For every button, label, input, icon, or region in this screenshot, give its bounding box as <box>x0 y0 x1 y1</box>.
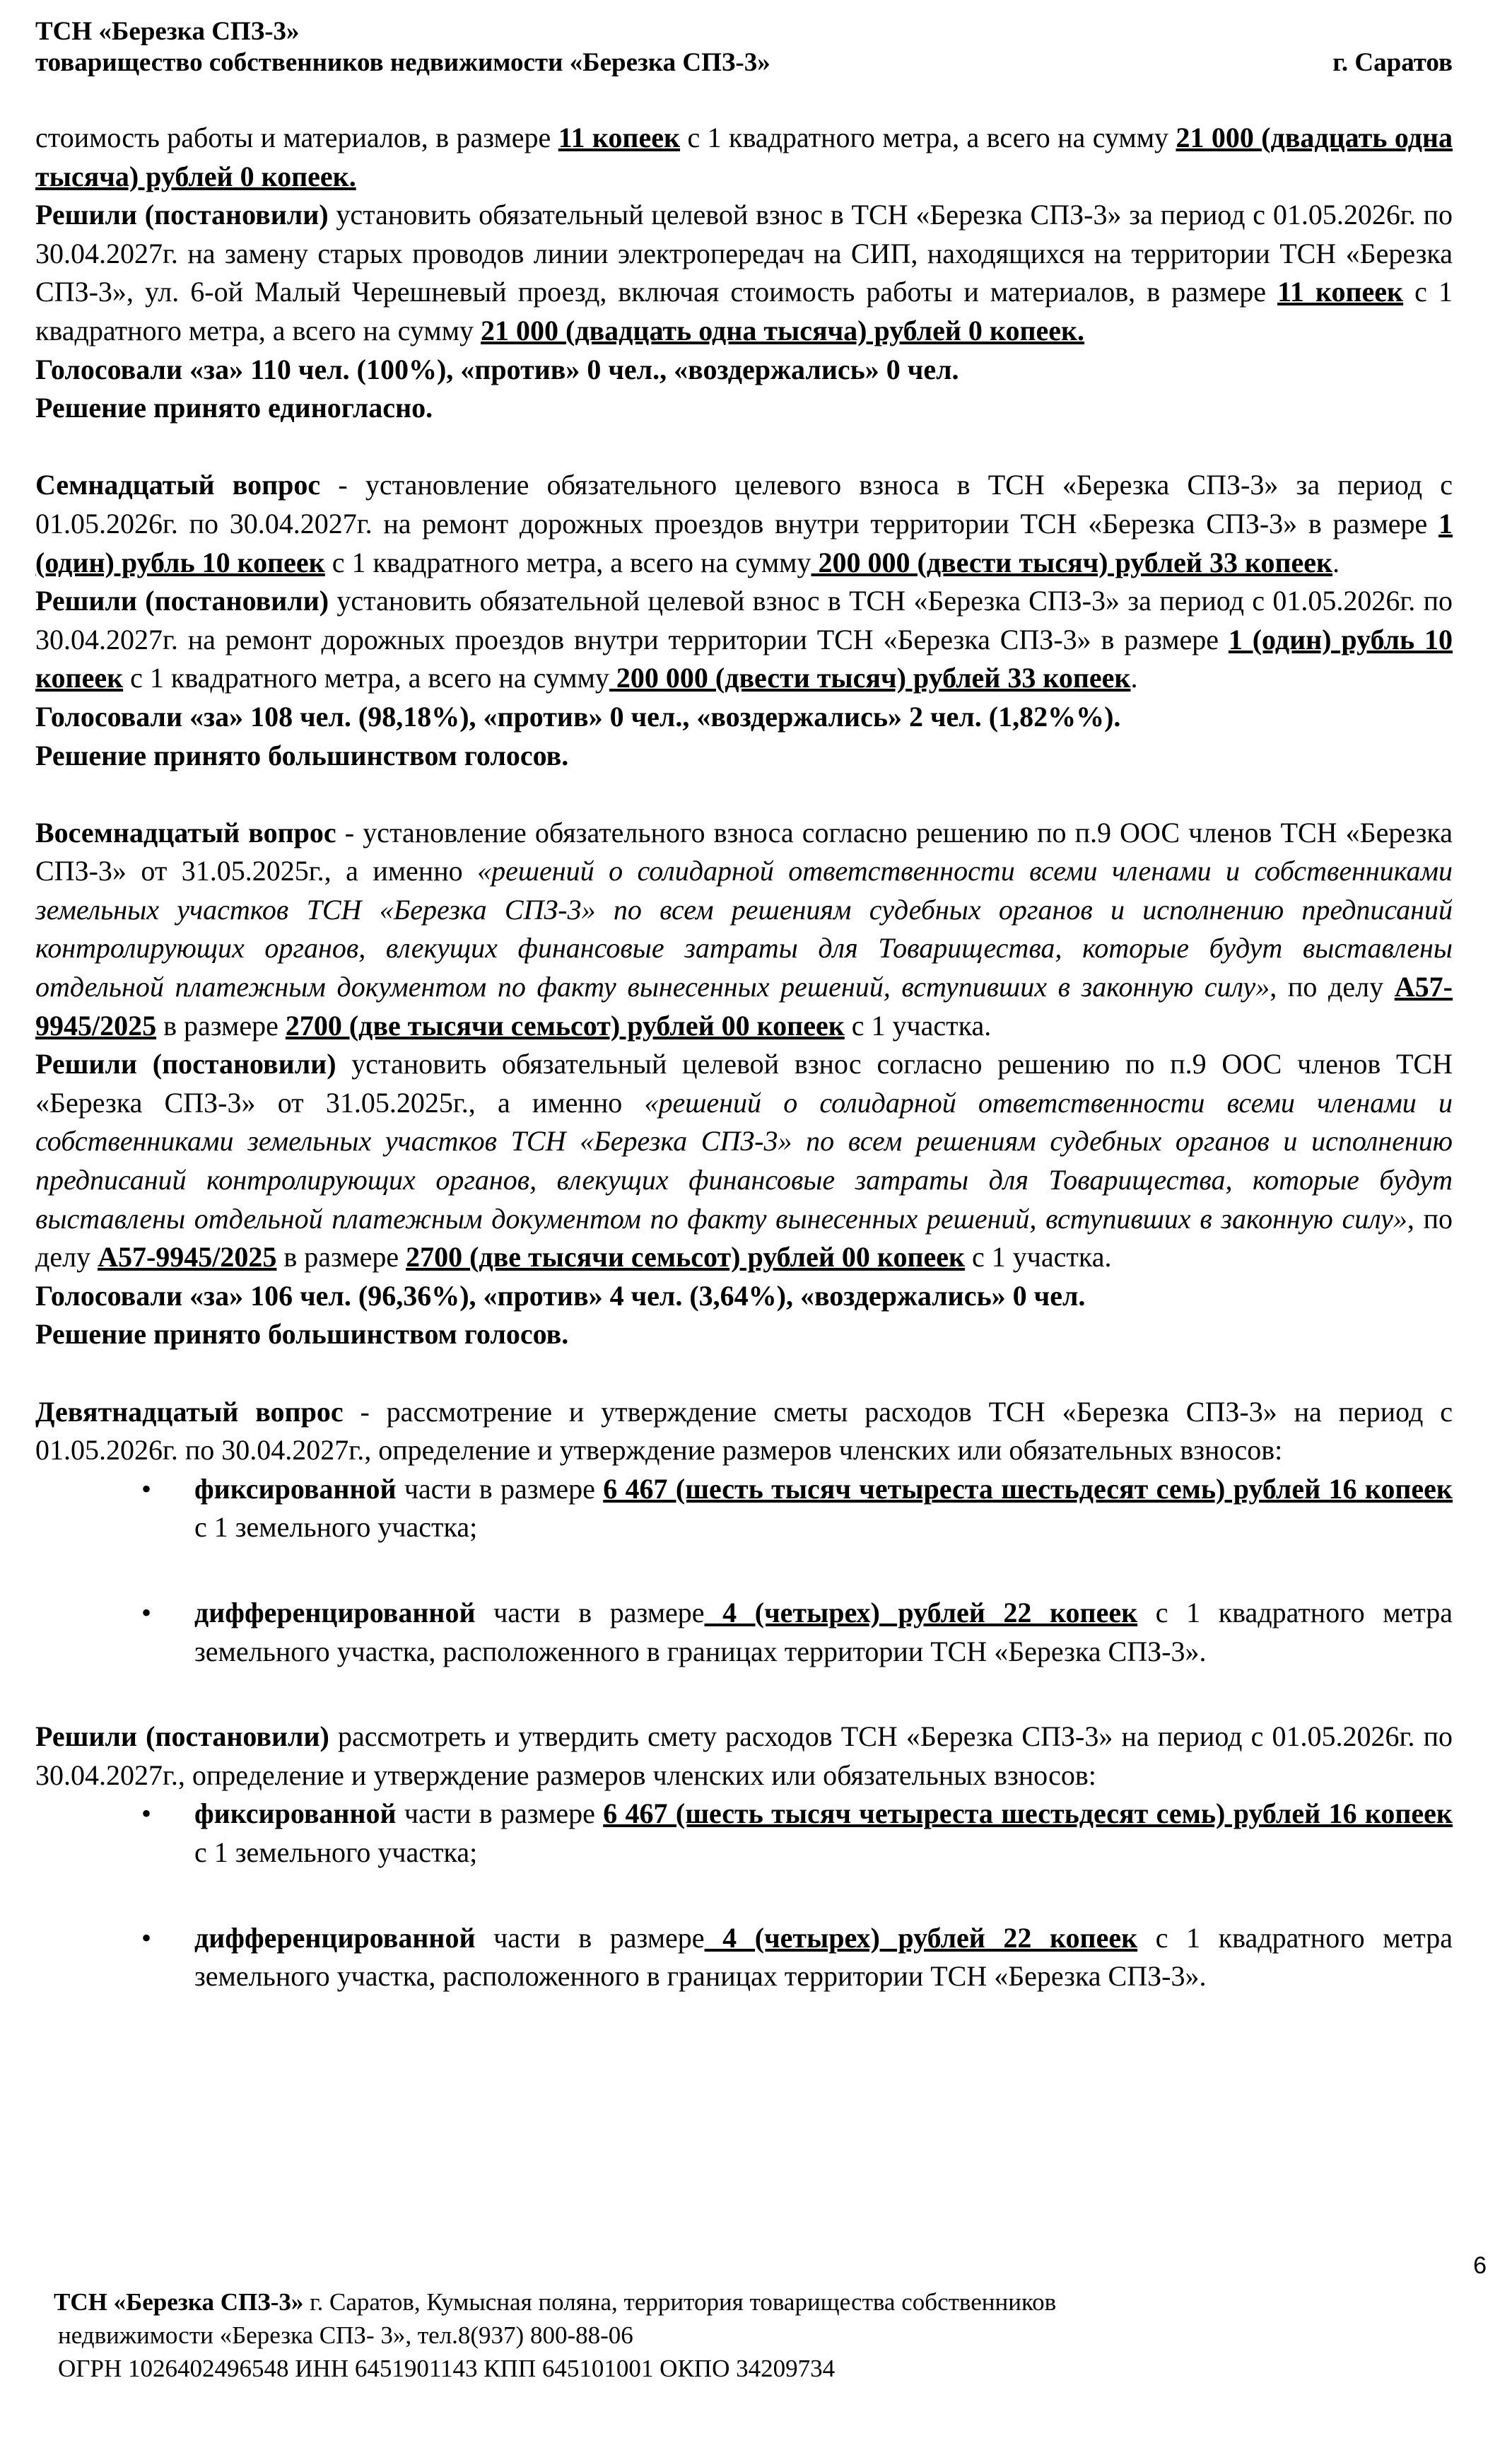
footer-line-1: ТСН «Березка СПЗ-3» г. Саратов, Кумысная поляна, территория товарищества собственников <box>54 2288 1057 2316</box>
question-17: Семнадцатый вопрос - установление обязательного целевого взноса в ТСН «Березка СПЗ-3» за период с 01.05.2026г. по 30.04.2027г. на ремонт дорожных проездов внутри территории ТСН «Березка СПЗ-3» в размере 1 (один) рубль 10 копеек с 1 квадратного метра, а всего на сумму 200 000 (двести тысяч) рублей 33 копеек. <box>35 469 1453 578</box>
list-item: • фиксированной части в размере 6 467 (шесть тысяч четыреста шестьдесят семь) рублей 16 копеек с 1 земельного участка; <box>35 1470 1453 1547</box>
footer-line-3: ОГРН 1026402496548 ИНН 6451901143 КПП 645101001 ОКПО 34209734 <box>58 2355 836 2382</box>
header-full-name: товарищество собственников недвижимости «Березка СПЗ-3» <box>35 48 770 77</box>
decision-18: Решение принято большинством голосов. <box>35 1318 569 1351</box>
fee-list-resolution <box>35 1795 1453 1995</box>
question-19: Девятнадцатый вопрос - рассмотрение и утверждение сметы расходов ТСН «Березка СПЗ-3» на период с 01.05.2026г. по 30.04.2027г., определение и утверждение размеров членских или обязательных взносов: <box>35 1395 1453 1467</box>
decision-17: Решение принято большинством голосов. <box>35 739 569 771</box>
list-item: • дифференцированной части в размере 4 (четырех) рублей 22 копеек с 1 квадратного метра земельного участка, расположенного в границах территории ТСН «Березка СПЗ-3». <box>35 1919 1453 1996</box>
header-org: ТСН «Березка СПЗ-3» <box>35 17 300 46</box>
vote-17: Голосовали «за» 108 чел. (98,18%), «против» 0 чел., «воздержались» 2 чел. (1,82%%). <box>35 700 1121 733</box>
continuation-paragraph: стоимость работы и материалов, в размере 11 копеек с 1 квадратного метра, а всего на сумму 21 000 (двадцать одна тысяча) рублей 0 копеек. <box>35 122 1453 192</box>
resolution-17: Решили (постановили) установить обязательной целевой взнос в ТСН «Березка СПЗ-3» за период с 01.05.2026г. по 30.04.2027г. на ремонт дорожных проездов внутри территории ТСН «Березка СПЗ-3» в размере 1 (один) рубль 10 копеек с 1 квадратного метра, а всего на сумму 200 000 (двести тысяч) рублей 33 копеек. <box>35 585 1453 694</box>
header-subline <box>35 47 1453 79</box>
resolution-18: Решили (постановили) установить обязательный целевой взнос согласно решению по п.9 ООС членов ТСН «Березка СПЗ-3» от 31.05.2025г., а именно «решений о солидарной ответственности всеми членами и собственниками земельных участков ТСН «Березка СПЗ-3» по всем решениям судебных органов и исполнению предписаний контролирующих органов, влекущих финансовые затраты для Товарищества, которые будут выставлены отдельной платежным документом по факту вынесенных решений, вступивших в законную силу», по делу А57-9945/2025 в размере 2700 (две тысячи семьсот) рублей 00 копеек с 1 участка. <box>35 1048 1453 1273</box>
resolution-16: Решили (постановили) установить обязательный целевой взнос в ТСН «Березка СПЗ-3» за период с 01.05.2026г. по 30.04.2027г. на замену старых проводов линии электропередач на СИП, находящихся на территории ТСН «Березка СПЗ-3», ул. 6-ой Малый Черешневый проезд, включая стоимость работы и материалов, в размере 11 копеек с 1 квадратного метра, а всего на сумму 21 000 (двадцать одна тысяча) рублей 0 копеек. <box>35 199 1453 346</box>
document-body <box>35 119 1453 1996</box>
vote-18: Голосовали «за» 106 чел. (96,36%), «против» 4 чел. (3,64%), «воздержались» 0 чел. <box>35 1279 1086 1312</box>
question-18: Восемнадцатый вопрос - установление обязательного взноса согласно решению по п.9 ООС членов ТСН «Березка СПЗ-3» от 31.05.2025г., а именно «решений о солидарной ответственности всеми членами и собственниками земельных участков ТСН «Березка СПЗ-3» по всем решениям судебных органов и исполнению предписаний контролирующих органов, влекущих финансовые затраты для Товарищества, которые будут выставлены отдельной платежным документом по факту вынесенных решений, вступивших в законную силу», по делу А57-9945/2025 в размере 2700 (две тысячи семьсот) рублей 00 копеек с 1 участка. <box>35 816 1453 1042</box>
footer <box>54 2285 1467 2385</box>
fee-list-question <box>35 1470 1453 1671</box>
header-city: г. Саратов <box>1332 48 1453 77</box>
decision-16: Решение принято единогласно. <box>35 392 433 424</box>
page-number: 6 <box>1473 2252 1487 2279</box>
resolution-19: Решили (постановили) рассмотреть и утвердить смету расходов ТСН «Березка СПЗ-3» на период с 01.05.2026г. по 30.04.2027г., определение и утверждение размеров членских или обязательных взносов: <box>35 1720 1453 1791</box>
vote-16: Голосовали «за» 110 чел. (100%), «против» 0 чел., «воздержались» 0 чел. <box>35 353 959 385</box>
list-item: • дифференцированной части в размере 4 (четырех) рублей 22 копеек с 1 квадратного метра земельного участка, расположенного в границах территории ТСН «Березка СПЗ-3». <box>35 1594 1453 1671</box>
list-item: • фиксированной части в размере 6 467 (шесть тысяч четыреста шестьдесят семь) рублей 16 копеек с 1 земельного участка; <box>35 1795 1453 1872</box>
footer-line-2: недвижимости «Березка СПЗ- 3», тел.8(937) 800-88-06 <box>58 2321 633 2349</box>
